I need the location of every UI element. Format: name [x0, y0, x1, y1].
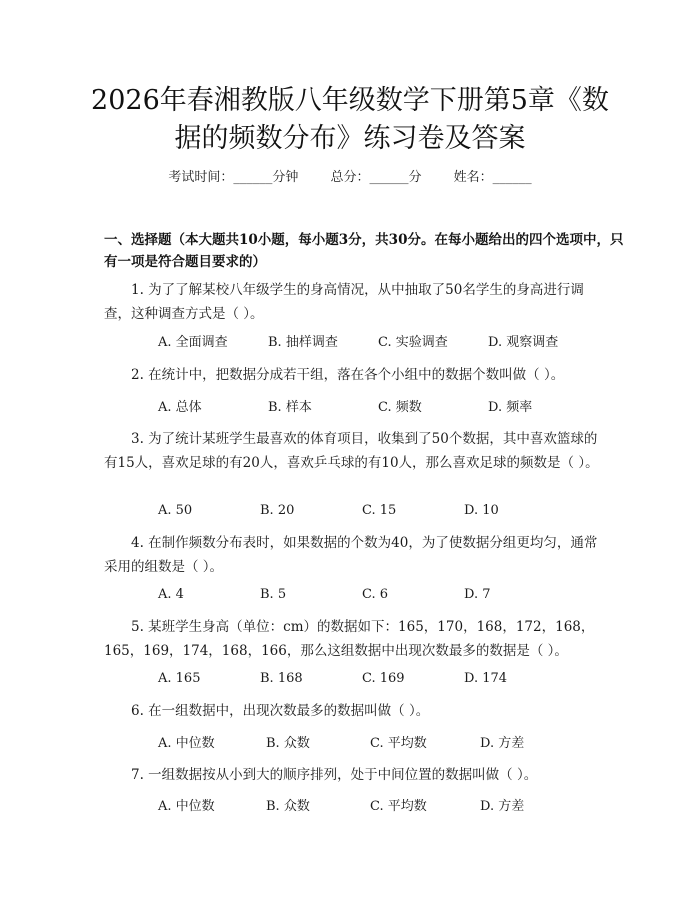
option-c: C. 6: [362, 587, 389, 602]
option-c: C. 平均数: [370, 736, 427, 751]
question-2-stem: 2. 在统计中，把数据分成若干组，落在各个小组中的数据个数叫做（ ）。: [131, 367, 565, 383]
question-1-stem: 1. 为了了解某校八年级学生的身高情况，从中抽取了50名学生的身高进行调查，这种调查方式是（ ）。: [104, 282, 584, 322]
option-d: D. 174: [464, 671, 508, 686]
question-3-stem: 3. 为了统计某班学生最喜欢的体育项目，收集到了50个数据，其中喜欢篮球的有15人，喜欢足球的有20人，喜欢乒乓球的有10人，那么喜欢足球的频数是（ ）。: [104, 431, 599, 471]
option-a: A. 全面调查: [158, 335, 228, 350]
option-a: A. 中位数: [158, 799, 215, 814]
option-b: B. 抽样调查: [268, 335, 338, 350]
title-line-1: 2026年春湘教版八年级数学下册第5章《数: [91, 85, 609, 116]
option-b: B. 5: [260, 587, 287, 602]
option-b: B. 168: [260, 671, 303, 686]
exam-meta: [0, 168, 700, 188]
title-line-2: 据的频数分布》练习卷及答案: [174, 123, 526, 154]
option-a: A. 165: [158, 671, 201, 686]
option-b: B. 样本: [268, 400, 312, 415]
option-b: B. 众数: [266, 799, 310, 814]
option-d: D. 方差: [480, 736, 525, 751]
option-a: A. 中位数: [158, 736, 215, 751]
total-score-field: 总分：______分: [330, 170, 422, 185]
question-7-stem: 7. 一组数据按从小到大的顺序排列，处于中间位置的数据叫做（ ）。: [131, 767, 538, 783]
option-d: D. 方差: [480, 799, 525, 814]
option-c: C. 平均数: [370, 799, 427, 814]
option-c: C. 169: [362, 671, 405, 686]
option-a: A. 总体: [158, 400, 202, 415]
option-d: D. 频率: [488, 400, 533, 415]
section-heading-choice: 一、选择题（本大题共10小题，每小题3分，共30分。在每小题给出的四个选项中，只有一项是符合题目要求的）: [104, 232, 624, 270]
exam-time-field: 考试时间：______分钟: [168, 170, 299, 185]
option-a: A. 4: [158, 587, 184, 602]
document-title: [70, 82, 630, 158]
question-6-stem: 6. 在一组数据中，出现次数最多的数据叫做（ ）。: [131, 703, 430, 719]
option-d: D. 10: [464, 503, 499, 518]
option-a: A. 50: [158, 503, 193, 518]
option-b: B. 20: [260, 503, 295, 518]
option-d: D. 7: [464, 587, 491, 602]
option-c: C. 15: [362, 503, 397, 518]
option-c: C. 频数: [378, 400, 422, 415]
question-5-stem: 5. 某班学生身高（单位：cm）的数据如下：165，170，168，172，168，165，169，174，168，166，那么这组数据中出现次数最多的数据是（ ）。: [104, 619, 595, 659]
option-d: D. 观察调查: [488, 335, 559, 350]
option-c: C. 实验调查: [378, 335, 448, 350]
student-name-field: 姓名：______: [453, 170, 532, 185]
question-4-stem: 4. 在制作频数分布表时，如果数据的个数为40，为了使数据分组更均匀，通常采用的组数是（ ）。: [104, 535, 598, 575]
option-b: B. 众数: [266, 736, 310, 751]
